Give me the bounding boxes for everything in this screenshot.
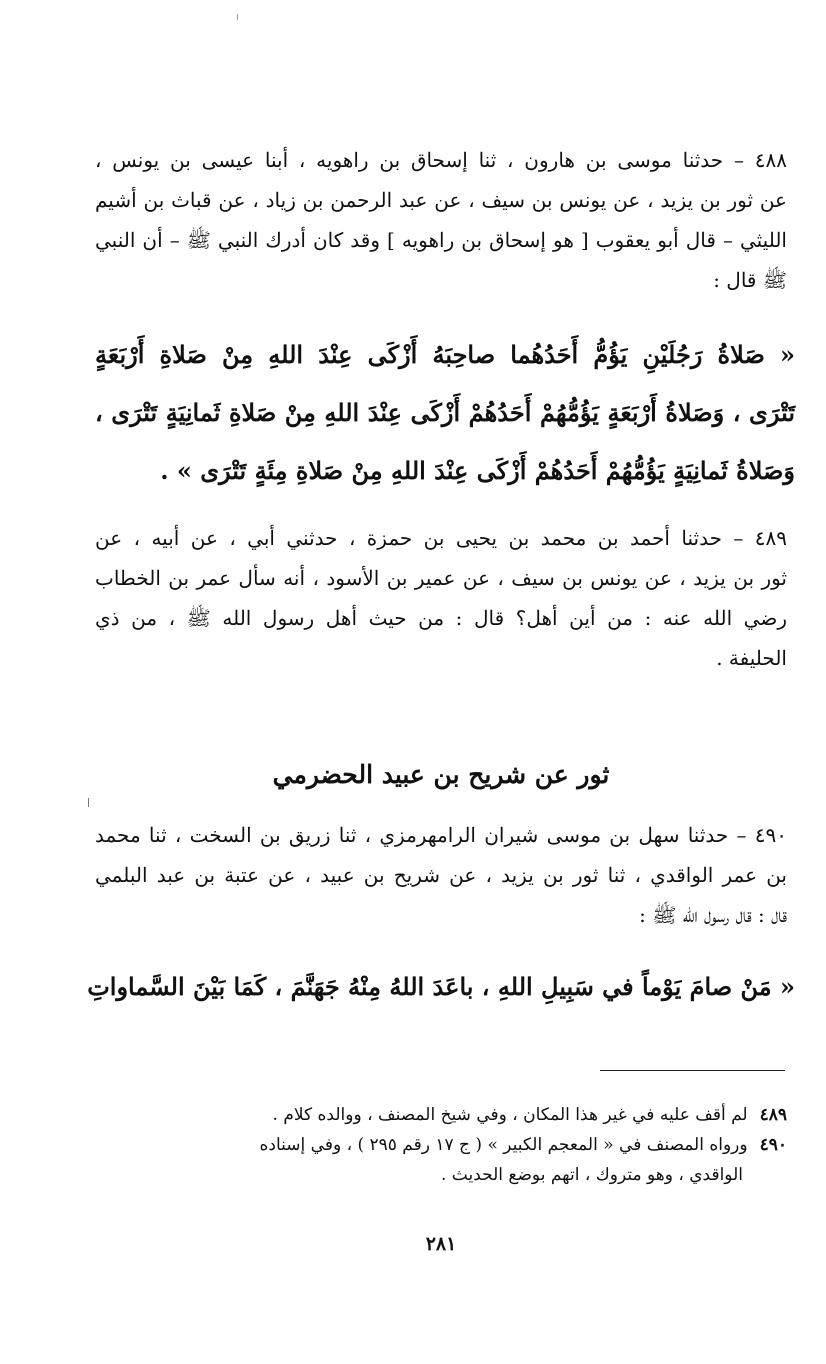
scan-mark xyxy=(237,14,238,20)
matn-line: « مَنْ صامَ يَوْماً في سَبِيلِ اللهِ ، باعَدَ اللهُ مِنْهُ جَهَنَّمَ ، كَمَا بَيْنَ السَّماواتِ xyxy=(87,972,795,1001)
text-line: الليثي – قال أبو يعقوب [ هو إسحاق بن راهويه ] وقد كان أدرك النبي ﷺ – أن النبي xyxy=(95,228,787,252)
footnote-separator xyxy=(600,1070,785,1071)
footnote-489 xyxy=(95,1100,787,1130)
page-number: ٢٨١ xyxy=(425,1233,457,1255)
footnote-text: ورواه المصنف في « المعجم الكبير » ( ج ١٧ رقم ٢٩٥ ) ، وفي إسناده xyxy=(259,1135,748,1155)
margin-mark xyxy=(88,798,89,807)
footnote-490 xyxy=(95,1130,787,1190)
footnote-text: لم أقف عليه في غير هذا المكان ، وفي شيخ المصنف ، ووالده كلام . xyxy=(272,1105,748,1125)
section-title: ثور عن شريح بن عبيد الحضرمي xyxy=(272,760,610,789)
hadith-490-matn xyxy=(87,958,795,1016)
text-line: عن ثور بن يزيد ، عن يونس بن سيف ، عن عبد الرحمن بن زياد ، عن قباث بن أشيم xyxy=(95,188,787,212)
text-line: الحليفة . xyxy=(716,646,787,670)
text-line: رضي الله عنه : من أين أهل؟ قال : من حيث أهل رسول الله ﷺ ، من ذي xyxy=(95,606,787,630)
text-line: ثور بن يزيد ، عن يونس بن سيف ، عن عمير بن الأسود ، أنه سأل عمر بن الخطاب xyxy=(95,566,787,590)
matn-line: تَتْرَى ، وَصَلاةُ أَرْبَعَةٍ يَؤُمُّهُمْ أَحَدُهُمْ أَزْكَى عِنْدَ اللهِ مِنْ صَلاةِ ثَمانِيَةٍ تَتْرَى ، xyxy=(95,398,795,427)
text-line: ﷺ قال : xyxy=(713,268,787,292)
matn-line: وَصَلاةُ ثَمانِيَةٍ يَؤُمُّهُمْ أَحَدُهُمْ أَزْكَى عِنْدَ اللهِ مِنْ صَلاةِ مِئَةٍ تَتْرَى » . xyxy=(160,456,795,485)
footnote-text: الواقدي ، وهو متروك ، اتهم بوضع الحديث . xyxy=(441,1165,743,1185)
text-line: قال : قال رسول الله ﷺ : xyxy=(639,903,787,927)
text-line: بن عمر الواقدي ، ثنا ثور بن يزيد ، عن شريح بن عبيد ، عن عتبة بن عبد البلمي xyxy=(95,863,787,887)
footnote-number: ٤٨٩ xyxy=(759,1105,787,1125)
hadith-490-isnad xyxy=(95,815,787,935)
footnotes xyxy=(95,1100,787,1190)
text-line: ٤٨٨ – حدثنا موسى بن هارون ، ثنا إسحاق بن راهويه ، أبنا عيسى بن يونس ، xyxy=(95,148,787,172)
text-line: ٤٨٩ – حدثنا أحمد بن محمد بن يحيى بن حمزة ، حدثني أبي ، عن أبيه ، عن xyxy=(95,526,787,550)
hadith-488-isnad xyxy=(95,140,787,300)
footnote-number: ٤٩٠ xyxy=(759,1135,787,1155)
hadith-488-matn xyxy=(95,326,795,500)
text-line: ٤٩٠ – حدثنا سهل بن موسى شيران الرامهرمزي ، ثنا زريق بن السخت ، ثنا محمد xyxy=(95,823,787,847)
matn-line: « صَلاةُ رَجُلَيْنِ يَؤُمُّ أَحَدُهُما صاحِبَهُ أَزْكَى عِنْدَ اللهِ مِنْ صَلاةِ أَرْبَعَةٍ xyxy=(95,340,795,369)
hadith-489 xyxy=(95,518,787,678)
